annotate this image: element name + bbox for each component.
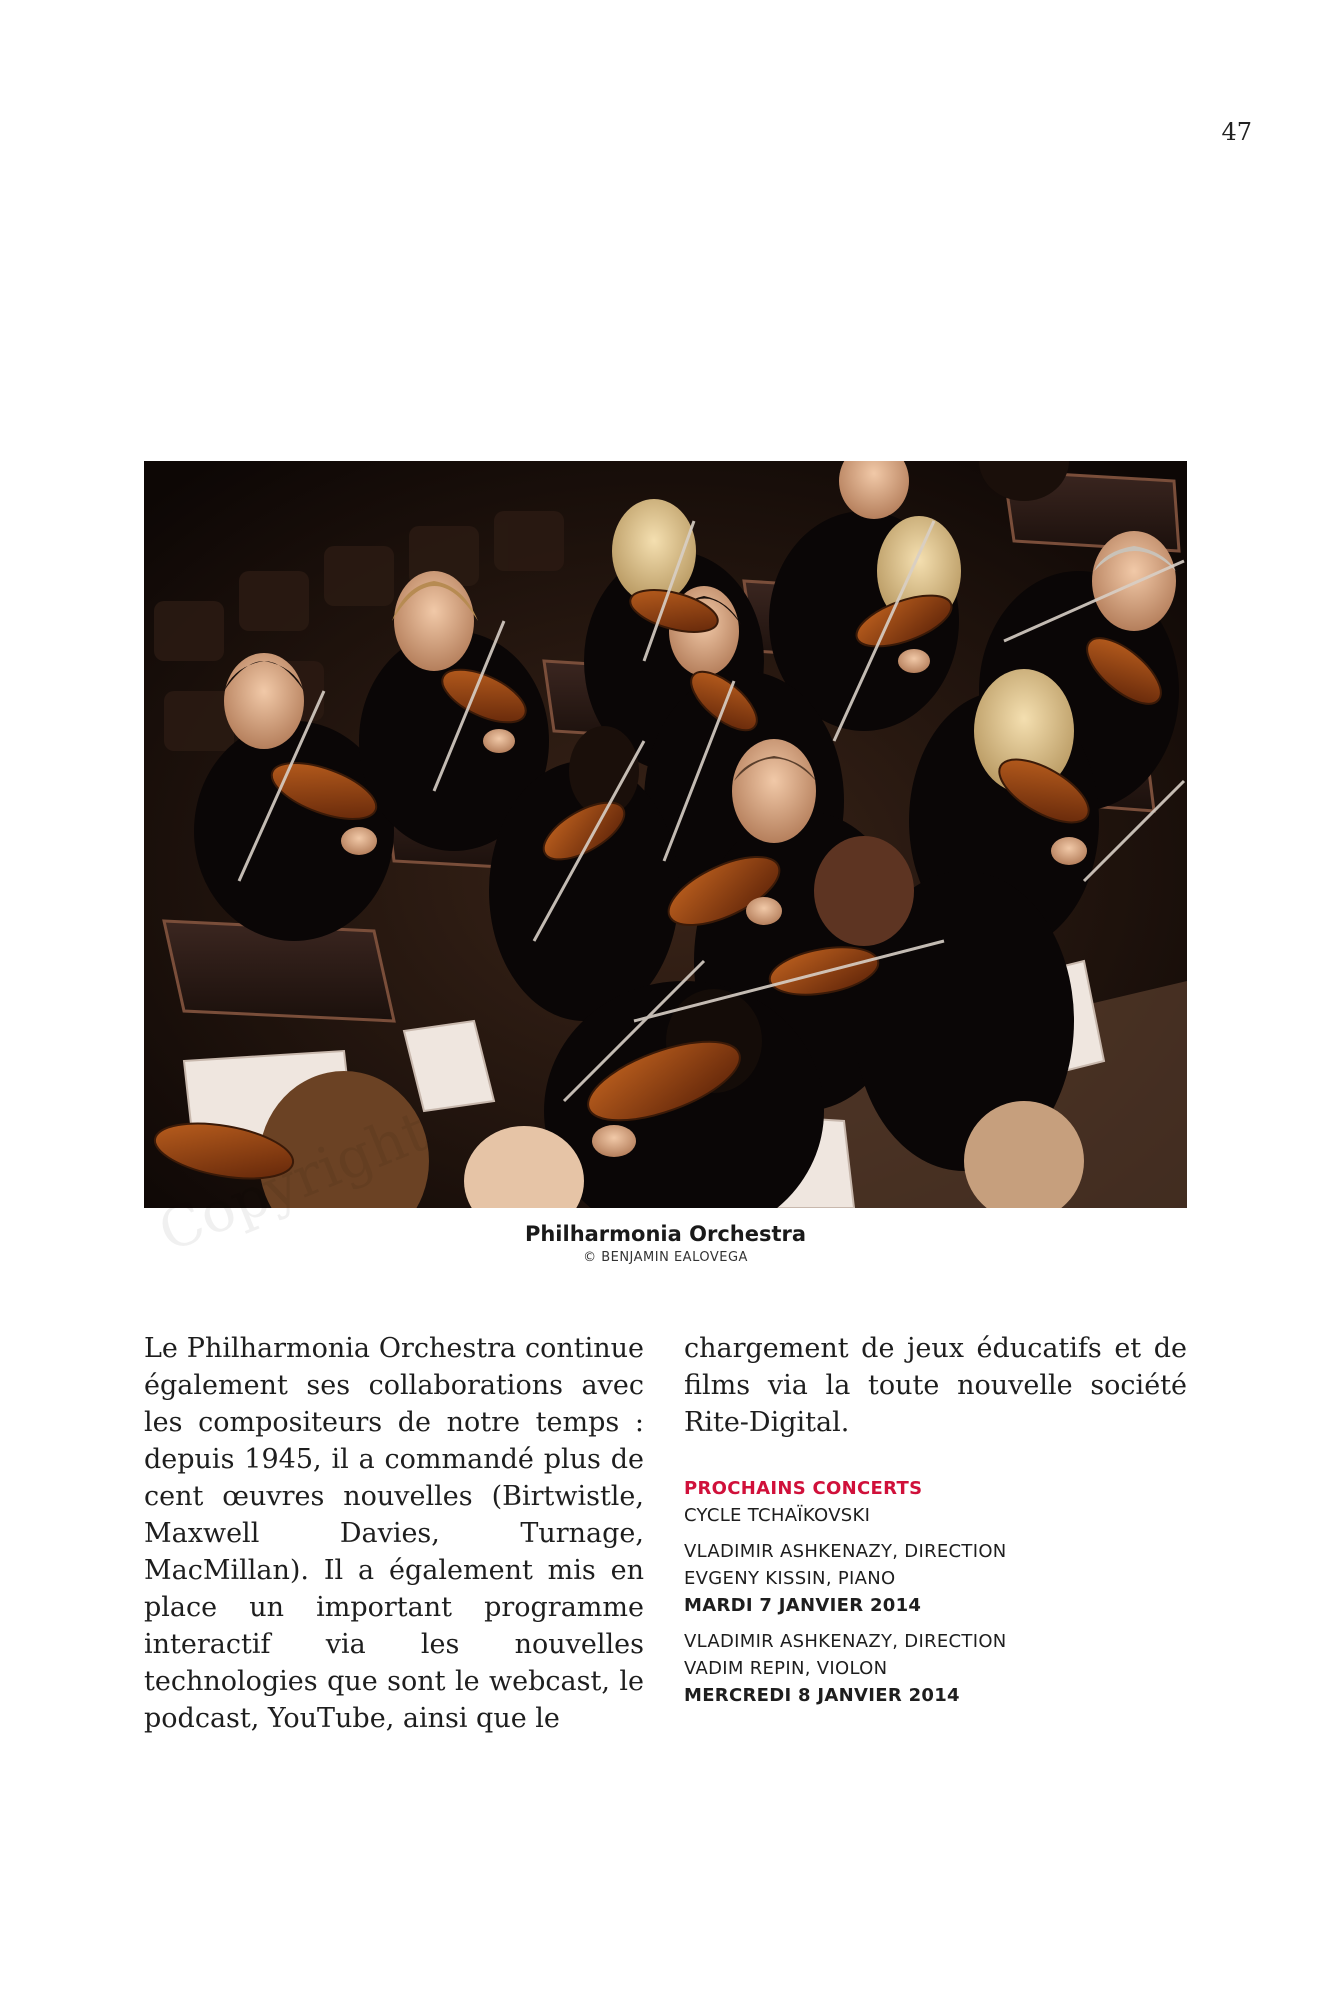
orchestra-photo-illustration xyxy=(144,461,1187,1208)
concert-soloist: EVGENY KISSIN, PIANO xyxy=(684,1568,896,1589)
concert-conductor: VLADIMIR ASHKENAZY, DIRECTION xyxy=(684,1631,1007,1652)
orchestra-photo xyxy=(144,461,1187,1208)
concert-soloist: VADIM REPIN, VIOLON xyxy=(684,1658,888,1679)
concert-conductor: VLADIMIR ASHKENAZY, DIRECTION xyxy=(684,1541,1007,1562)
concerts-heading: PROCHAINS CONCERTS xyxy=(684,1478,923,1499)
concerts-cycle: CYCLE TCHAÏKOVSKI xyxy=(684,1505,871,1526)
caption-title: Philharmonia Orchestra xyxy=(524,1222,807,1246)
body-text-right-column: chargement de jeux éducatifs et de films via la toute nouvelle société Rite-Digital. xyxy=(684,1333,1187,1438)
body-text-left-column: Le Philharmonia Orchestra continue également ses collaborations avec les compositeurs de notre temps : depuis 1945, il a commandé plus de cent œuvres nouvelles (Birtwistle, Maxwell Davies, Turnage, MacMillan). Il a également mis en place un important programme interactif via les nouvelles technologies que sont le webcast, le podcast, YouTube, ainsi que le xyxy=(144,1333,644,1734)
concert-item xyxy=(684,1538,1187,1619)
caption-credit: © BENJAMIN EALOVEGA xyxy=(583,1250,748,1265)
concert-item xyxy=(684,1628,1187,1709)
page-number: 47 xyxy=(1221,118,1252,146)
concert-date: MARDI 7 JANVIER 2014 xyxy=(684,1595,922,1616)
upcoming-concerts xyxy=(684,1475,1187,1709)
concert-date: MERCREDI 8 JANVIER 2014 xyxy=(684,1685,960,1706)
photo-caption xyxy=(144,1222,1187,1265)
